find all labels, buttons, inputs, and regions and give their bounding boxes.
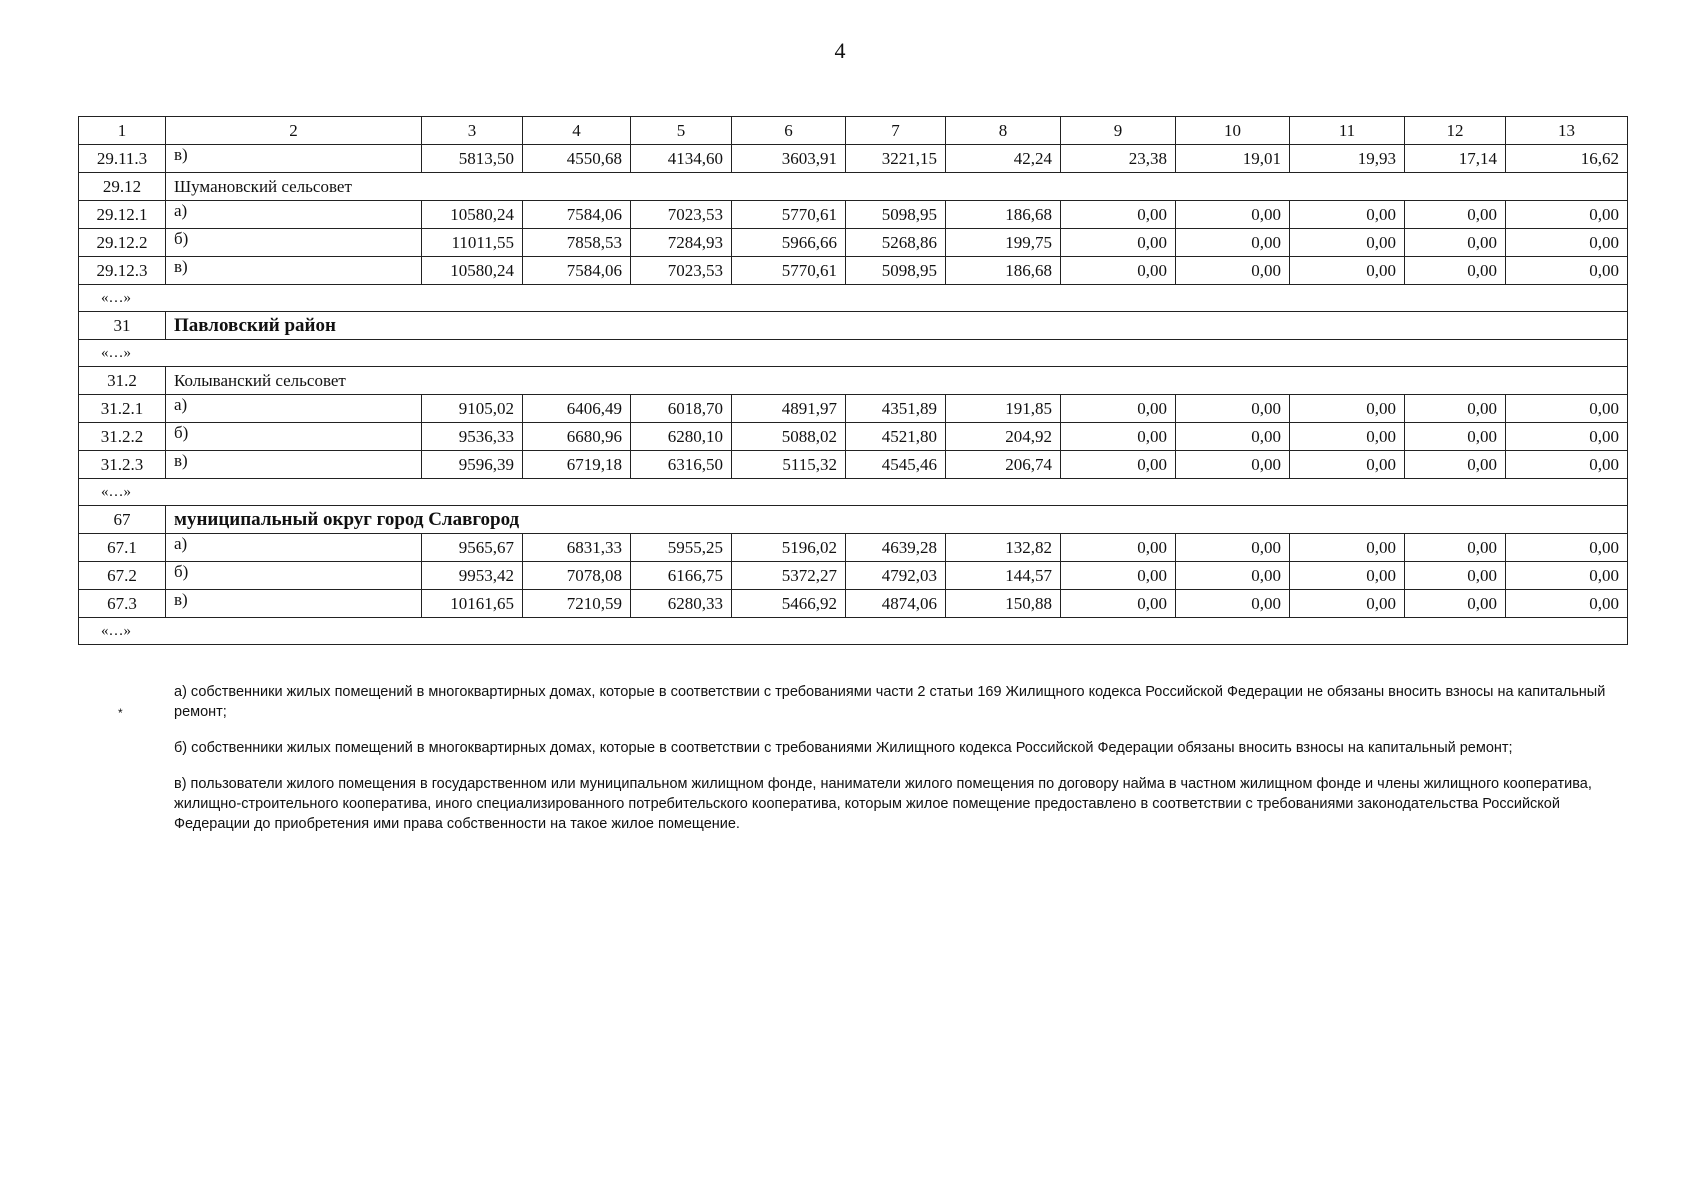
row-code: 31.2.1 — [79, 395, 166, 423]
value-cell: 10580,24 — [422, 201, 523, 229]
value-cell: 5813,50 — [422, 145, 523, 173]
value-cell: 0,00 — [1506, 423, 1628, 451]
ellipsis-row — [79, 479, 1628, 506]
table-row — [79, 423, 1628, 451]
row-code: 29.12.1 — [79, 201, 166, 229]
ellipsis-text: «…» — [79, 285, 1628, 312]
row-code: 67.3 — [79, 590, 166, 618]
table-row — [79, 257, 1628, 285]
row-category: в) — [166, 451, 422, 479]
tariff-table — [78, 116, 1628, 645]
subsection-row — [79, 173, 1628, 201]
value-cell: 0,00 — [1290, 395, 1405, 423]
row-code: 31.2.3 — [79, 451, 166, 479]
value-cell: 6831,33 — [523, 534, 631, 562]
value-cell: 7023,53 — [631, 257, 732, 285]
value-cell: 0,00 — [1176, 534, 1290, 562]
value-cell: 7023,53 — [631, 201, 732, 229]
ellipsis-text: «…» — [79, 479, 1628, 506]
value-cell: 144,57 — [946, 562, 1061, 590]
value-cell: 0,00 — [1290, 423, 1405, 451]
row-category: б) — [166, 562, 422, 590]
subsection-row — [79, 367, 1628, 395]
value-cell: 3603,91 — [732, 145, 846, 173]
subsection-title: Шумановский сельсовет — [166, 173, 1628, 201]
value-cell: 7284,93 — [631, 229, 732, 257]
row-code: 31.2 — [79, 367, 166, 395]
value-cell: 0,00 — [1290, 201, 1405, 229]
value-cell: 0,00 — [1176, 395, 1290, 423]
value-cell: 5955,25 — [631, 534, 732, 562]
value-cell: 0,00 — [1061, 201, 1176, 229]
value-cell: 6680,96 — [523, 423, 631, 451]
value-cell: 5770,61 — [732, 201, 846, 229]
row-category: а) — [166, 395, 422, 423]
value-cell: 9565,67 — [422, 534, 523, 562]
table-row — [79, 201, 1628, 229]
column-header: 12 — [1405, 117, 1506, 145]
value-cell: 6018,70 — [631, 395, 732, 423]
value-cell: 0,00 — [1506, 451, 1628, 479]
column-header: 5 — [631, 117, 732, 145]
column-header: 11 — [1290, 117, 1405, 145]
value-cell: 150,88 — [946, 590, 1061, 618]
row-code: 31.2.2 — [79, 423, 166, 451]
value-cell: 199,75 — [946, 229, 1061, 257]
ellipsis-row — [79, 340, 1628, 367]
value-cell: 0,00 — [1290, 257, 1405, 285]
value-cell: 0,00 — [1506, 395, 1628, 423]
value-cell: 191,85 — [946, 395, 1061, 423]
section-title: Павловский район — [166, 312, 1628, 340]
row-category: в) — [166, 590, 422, 618]
value-cell: 4874,06 — [846, 590, 946, 618]
value-cell: 0,00 — [1061, 451, 1176, 479]
value-cell: 0,00 — [1405, 257, 1506, 285]
value-cell: 0,00 — [1506, 590, 1628, 618]
row-code: 67.1 — [79, 534, 166, 562]
column-header: 4 — [523, 117, 631, 145]
value-cell: 7210,59 — [523, 590, 631, 618]
value-cell: 6166,75 — [631, 562, 732, 590]
row-code: 67 — [79, 506, 166, 534]
value-cell: 6280,33 — [631, 590, 732, 618]
value-cell: 0,00 — [1506, 229, 1628, 257]
table-row — [79, 590, 1628, 618]
value-cell: 0,00 — [1405, 395, 1506, 423]
value-cell: 0,00 — [1176, 590, 1290, 618]
ellipsis-text: «…» — [79, 340, 1628, 367]
value-cell: 0,00 — [1506, 562, 1628, 590]
row-code: 31 — [79, 312, 166, 340]
value-cell: 0,00 — [1061, 423, 1176, 451]
table-row — [79, 145, 1628, 173]
value-cell: 4521,80 — [846, 423, 946, 451]
row-code: 29.12.3 — [79, 257, 166, 285]
value-cell: 4792,03 — [846, 562, 946, 590]
value-cell: 0,00 — [1290, 562, 1405, 590]
section-row — [79, 506, 1628, 534]
column-header: 6 — [732, 117, 846, 145]
value-cell: 5268,86 — [846, 229, 946, 257]
value-cell: 0,00 — [1506, 201, 1628, 229]
value-cell: 0,00 — [1405, 590, 1506, 618]
value-cell: 19,93 — [1290, 145, 1405, 173]
value-cell: 0,00 — [1176, 451, 1290, 479]
value-cell: 3221,15 — [846, 145, 946, 173]
value-cell: 9105,02 — [422, 395, 523, 423]
value-cell: 0,00 — [1061, 534, 1176, 562]
value-cell: 11011,55 — [422, 229, 523, 257]
section-title: муниципальный округ город Славгород — [166, 506, 1628, 534]
value-cell: 5115,32 — [732, 451, 846, 479]
value-cell: 0,00 — [1176, 229, 1290, 257]
value-cell: 0,00 — [1290, 590, 1405, 618]
row-code: 29.11.3 — [79, 145, 166, 173]
row-code: 29.12 — [79, 173, 166, 201]
value-cell: 5098,95 — [846, 201, 946, 229]
value-cell: 5466,92 — [732, 590, 846, 618]
footnote-paragraph: а) собственники жилых помещений в многоквартирных домах, которые в соответствии с требованиями части 2 статьи 169 Жилищного кодекса Российской Федерации не обязаны вносить взносы на капитальный ремонт; — [174, 684, 1606, 720]
row-category: а) — [166, 201, 422, 229]
subsection-title: Колыванский сельсовет — [166, 367, 1628, 395]
value-cell: 23,38 — [1061, 145, 1176, 173]
table-row — [79, 562, 1628, 590]
column-header: 2 — [166, 117, 422, 145]
value-cell: 7584,06 — [523, 201, 631, 229]
value-cell: 0,00 — [1176, 257, 1290, 285]
table-row — [79, 451, 1628, 479]
table-row — [79, 229, 1628, 257]
ellipsis-text: «…» — [79, 618, 1628, 645]
table-body — [79, 117, 1628, 645]
value-cell: 16,62 — [1506, 145, 1628, 173]
row-category: б) — [166, 423, 422, 451]
ellipsis-row — [79, 618, 1628, 645]
row-category: в) — [166, 257, 422, 285]
value-cell: 9953,42 — [422, 562, 523, 590]
value-cell: 5196,02 — [732, 534, 846, 562]
value-cell: 4639,28 — [846, 534, 946, 562]
value-cell: 4545,46 — [846, 451, 946, 479]
value-cell: 7858,53 — [523, 229, 631, 257]
section-row — [79, 312, 1628, 340]
value-cell: 17,14 — [1405, 145, 1506, 173]
value-cell: 0,00 — [1405, 423, 1506, 451]
value-cell: 0,00 — [1405, 451, 1506, 479]
footnotes — [174, 682, 1614, 850]
value-cell: 0,00 — [1290, 451, 1405, 479]
value-cell: 6719,18 — [523, 451, 631, 479]
value-cell: 4134,60 — [631, 145, 732, 173]
value-cell: 19,01 — [1176, 145, 1290, 173]
footnote-paragraph: б) собственники жилых помещений в многоквартирных домах, которые в соответствии с требованиями Жилищного кодекса Российской Федерации обязаны вносить взносы на капитальный ремонт; — [174, 740, 1513, 756]
value-cell: 10580,24 — [422, 257, 523, 285]
row-category: а) — [166, 534, 422, 562]
value-cell: 0,00 — [1290, 534, 1405, 562]
value-cell: 206,74 — [946, 451, 1061, 479]
value-cell: 6316,50 — [631, 451, 732, 479]
value-cell: 5770,61 — [732, 257, 846, 285]
value-cell: 4351,89 — [846, 395, 946, 423]
value-cell: 0,00 — [1405, 201, 1506, 229]
value-cell: 9596,39 — [422, 451, 523, 479]
value-cell: 6406,49 — [523, 395, 631, 423]
ellipsis-row — [79, 285, 1628, 312]
column-header: 9 — [1061, 117, 1176, 145]
value-cell: 0,00 — [1061, 562, 1176, 590]
value-cell: 5372,27 — [732, 562, 846, 590]
column-header: 3 — [422, 117, 523, 145]
value-cell: 0,00 — [1405, 534, 1506, 562]
value-cell: 9536,33 — [422, 423, 523, 451]
value-cell: 0,00 — [1176, 423, 1290, 451]
column-header: 7 — [846, 117, 946, 145]
value-cell: 42,24 — [946, 145, 1061, 173]
value-cell: 132,82 — [946, 534, 1061, 562]
value-cell: 0,00 — [1061, 590, 1176, 618]
column-header: 10 — [1176, 117, 1290, 145]
value-cell: 5098,95 — [846, 257, 946, 285]
value-cell: 6280,10 — [631, 423, 732, 451]
value-cell: 0,00 — [1405, 562, 1506, 590]
header-row — [79, 117, 1628, 145]
column-header: 1 — [79, 117, 166, 145]
value-cell: 0,00 — [1061, 229, 1176, 257]
value-cell: 7584,06 — [523, 257, 631, 285]
value-cell: 204,92 — [946, 423, 1061, 451]
table-row — [79, 395, 1628, 423]
value-cell: 5966,66 — [732, 229, 846, 257]
row-code: 67.2 — [79, 562, 166, 590]
value-cell: 4891,97 — [732, 395, 846, 423]
row-code: 29.12.2 — [79, 229, 166, 257]
value-cell: 0,00 — [1061, 395, 1176, 423]
value-cell: 0,00 — [1061, 257, 1176, 285]
value-cell: 0,00 — [1290, 229, 1405, 257]
value-cell: 0,00 — [1506, 534, 1628, 562]
footnote-marker: * — [118, 706, 123, 720]
value-cell: 5088,02 — [732, 423, 846, 451]
page-number: 4 — [834, 38, 846, 63]
value-cell: 4550,68 — [523, 145, 631, 173]
footnote-paragraph: в) пользователи жилого помещения в государственном или муниципальном жилищном фонде, наниматели жилого помещения по договору найма в частном жилищном фонде и члены жилищного кооператива, жилищно-строительного кооператива, иного специализированного потребительского кооператива, которым жилое помещение предоставлено в соответствии с требованиями законодательства Российской Федерации до приобретения ими права собственности на такое жилое помещение. — [174, 776, 1592, 832]
value-cell: 186,68 — [946, 257, 1061, 285]
value-cell: 0,00 — [1506, 257, 1628, 285]
value-cell: 0,00 — [1176, 562, 1290, 590]
value-cell: 10161,65 — [422, 590, 523, 618]
value-cell: 7078,08 — [523, 562, 631, 590]
value-cell: 0,00 — [1176, 201, 1290, 229]
table-row — [79, 534, 1628, 562]
row-category: б) — [166, 229, 422, 257]
value-cell: 0,00 — [1405, 229, 1506, 257]
column-header: 13 — [1506, 117, 1628, 145]
row-category: в) — [166, 145, 422, 173]
column-header: 8 — [946, 117, 1061, 145]
value-cell: 186,68 — [946, 201, 1061, 229]
